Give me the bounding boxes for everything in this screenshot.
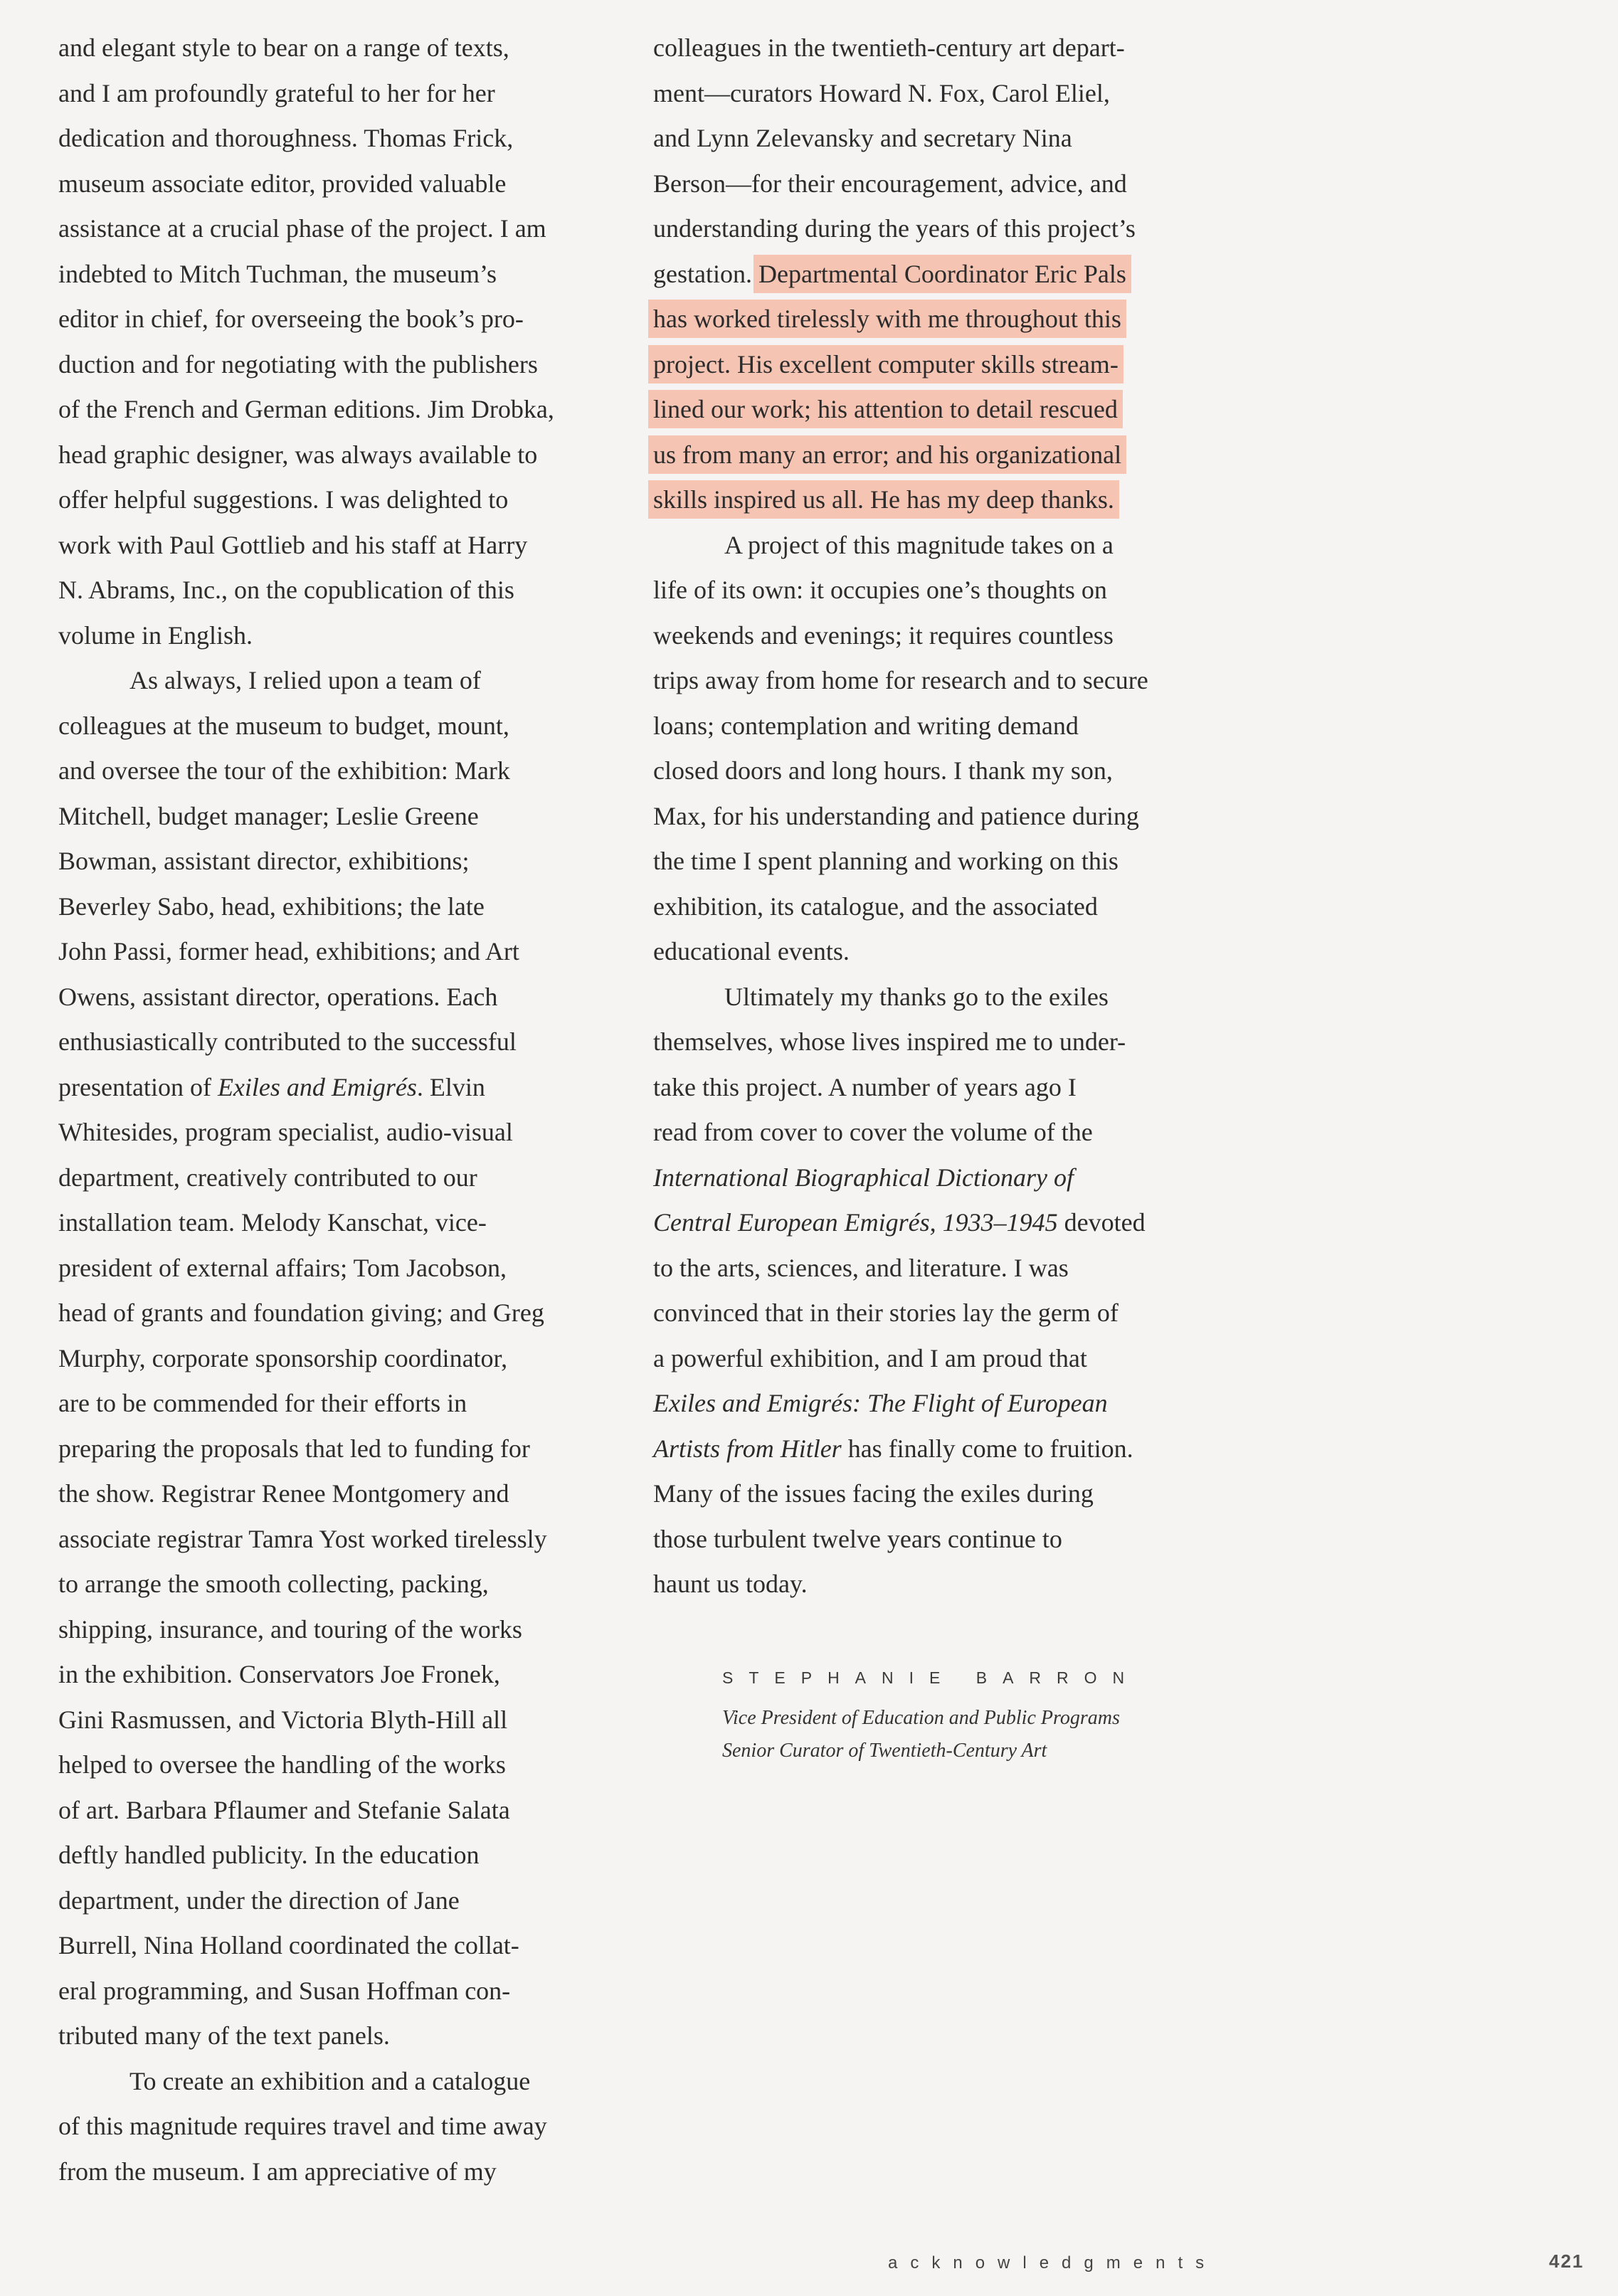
line-text: closed doors and long hours. I thank my son, [653, 756, 1113, 785]
highlighted-text: skills inspired us all. He has my deep thanks. [653, 485, 1114, 514]
line-text: Murphy, corporate sponsorship coordinator, [58, 1343, 508, 1372]
text-line [653, 1200, 1215, 1246]
line-text: duction and for negotiating with the publishers [58, 349, 538, 379]
text-line [653, 1562, 1215, 1607]
italic-title: Artists from Hitler [653, 1434, 842, 1463]
text-line [58, 297, 620, 342]
italic-title: Central European Emigrés, 1933–1945 [653, 1208, 1058, 1237]
line-text: assistance at a crucial phase of the project. I am [58, 214, 546, 243]
text-line [653, 26, 1215, 71]
text-line [58, 1742, 620, 1788]
line-text: colleagues at the museum to budget, mount, [58, 711, 509, 740]
text-line [58, 206, 620, 252]
text-line [58, 523, 620, 568]
text-line [653, 252, 1215, 297]
line-text: Gini Rasmussen, and Victoria Blyth-Hill all [58, 1705, 508, 1734]
line-text: Owens, assistant director, operations. Each [58, 982, 498, 1011]
text-line [653, 477, 1215, 523]
text-line [653, 523, 1215, 568]
text-line [653, 342, 1215, 388]
text-line [58, 1607, 620, 1653]
text-line [653, 658, 1215, 704]
text-line [58, 1788, 620, 1834]
line-text: indebted to Mitch Tuchman, the museum’s [58, 259, 497, 288]
line-text: loans; contemplation and writing demand [653, 711, 1079, 740]
author-name: STEPHANIE BARRON [722, 1668, 1141, 1687]
text-line [58, 884, 620, 930]
line-text: shipping, insurance, and touring of the works [58, 1614, 522, 1644]
text-line [58, 2104, 620, 2149]
text-line [653, 71, 1215, 117]
line-text: and oversee the tour of the exhibition: Mark [58, 756, 510, 785]
text-line [653, 1427, 1215, 1472]
text-line [58, 2149, 620, 2195]
line-text: eral programming, and Susan Hoffman con- [58, 1976, 511, 2005]
left-text-column [58, 26, 620, 2194]
text-line [653, 206, 1215, 252]
line-text: life of its own: it occupies one’s thoughts on [653, 576, 1107, 604]
text-line [58, 1969, 620, 2014]
text-line [58, 71, 620, 117]
text-line [58, 387, 620, 433]
text-line [58, 1923, 620, 1969]
text-line [653, 1065, 1215, 1111]
line-text: of this magnitude requires travel and time away [58, 2112, 547, 2140]
text-line [58, 1155, 620, 1201]
running-footer-section: acknowledgments [888, 2253, 1217, 2273]
line-text: colleagues in the twentieth-century art depart- [653, 33, 1125, 62]
line-text: museum associate editor, provided valuable [58, 169, 507, 198]
text-line [653, 884, 1215, 930]
line-text: helped to oversee the handling of the works [58, 1750, 506, 1779]
highlighted-text: project. His excellent computer skills stream- [653, 349, 1119, 379]
text-line [58, 1336, 620, 1382]
text-line [653, 162, 1215, 207]
text-line [653, 1336, 1215, 1382]
line-text: deftly handled publicity. In the education [58, 1841, 480, 1869]
text-line [58, 1517, 620, 1562]
text-line [58, 2059, 620, 2105]
text-line [58, 1833, 620, 1878]
highlighted-text: has worked tirelessly with me throughout this [653, 305, 1121, 333]
line-text: volume in English. [58, 620, 253, 650]
text-line [653, 1381, 1215, 1427]
line-text: preparing the proposals that led to funding for [58, 1434, 530, 1463]
line-text: are to be commended for their efforts in [58, 1389, 467, 1417]
text-line [58, 568, 620, 613]
text-line [653, 433, 1215, 478]
highlighted-text: lined our work; his attention to detail rescued [653, 395, 1118, 423]
text-line [653, 1110, 1215, 1155]
line-text: To create an exhibition and a catalogue [129, 2066, 531, 2095]
line-text: editor in chief, for overseeing the book’s pro- [58, 305, 524, 333]
line-text: gestation. [653, 259, 758, 288]
line-text: those turbulent twelve years continue to [653, 1524, 1062, 1553]
line-text: head of grants and foundation giving; and Greg [58, 1298, 544, 1327]
text-line [58, 1562, 620, 1607]
line-text: to arrange the smooth collecting, packing, [58, 1570, 489, 1598]
line-text: haunt us today. [653, 1570, 808, 1598]
text-line [58, 1110, 620, 1155]
line-text: weekends and evenings; it requires countless [653, 620, 1114, 650]
line-text: of art. Barbara Pflaumer and Stefanie Salata [58, 1795, 510, 1824]
line-text: the show. Registrar Renee Montgomery and [58, 1479, 509, 1508]
signoff [722, 1663, 1220, 1767]
text-line [653, 1517, 1215, 1562]
line-text: presentation of [58, 1072, 218, 1101]
text-line [58, 2014, 620, 2059]
text-line [58, 794, 620, 840]
text-line [653, 1291, 1215, 1336]
line-text: Beverley Sabo, head, exhibitions; the late [58, 892, 485, 921]
line-text: the time I spent planning and working on this [653, 847, 1119, 875]
line-text: educational events. [653, 937, 850, 966]
text-line [653, 613, 1215, 659]
line-text: president of external affairs; Tom Jacobson, [58, 1253, 507, 1282]
line-text: Berson—for their encouragement, advice, and [653, 169, 1127, 198]
italic-title: Exiles and Emigrés: The Flight of European [653, 1389, 1108, 1417]
line-text: from the museum. I am appreciative of my [58, 2157, 497, 2186]
text-line [58, 477, 620, 523]
line-text: exhibition, its catalogue, and the associated [653, 892, 1098, 921]
line-text: understanding during the years of this project’s [653, 214, 1136, 243]
line-text: convinced that in their stories lay the germ of [653, 1298, 1119, 1327]
line-text: Burrell, Nina Holland coordinated the collat- [58, 1931, 519, 1959]
line-text: A project of this magnitude takes on a [724, 530, 1114, 559]
line-text: associate registrar Tamra Yost worked tirelessly [58, 1524, 547, 1553]
text-line [653, 794, 1215, 840]
text-line [58, 929, 620, 975]
text-line [653, 297, 1215, 342]
line-text: department, under the direction of Jane [58, 1885, 460, 1915]
page-number: 421 [1549, 2250, 1585, 2272]
line-text: Ultimately my thanks go to the exiles [724, 982, 1109, 1011]
line-text: ment—curators Howard N. Fox, Carol Eliel, [653, 78, 1110, 107]
line-text: offer helpful suggestions. I was delighted to [58, 485, 509, 514]
line-text: department, creatively contributed to our [58, 1163, 477, 1192]
line-text: Max, for his understanding and patience during [653, 801, 1139, 830]
text-line [58, 1020, 620, 1065]
line-text: a powerful exhibition, and I am proud that [653, 1343, 1087, 1372]
text-line [58, 26, 620, 71]
line-text: tributed many of the text panels. [58, 2021, 390, 2050]
text-line [653, 748, 1215, 794]
text-line [653, 704, 1215, 749]
text-line [653, 839, 1215, 884]
line-text: and I am profoundly grateful to her for her [58, 78, 495, 107]
text-line [58, 748, 620, 794]
text-line [58, 1652, 620, 1698]
line-text: and Lynn Zelevansky and secretary Nina [653, 124, 1072, 152]
text-line [58, 1200, 620, 1246]
text-line [58, 1291, 620, 1336]
line-text: and elegant style to bear on a range of texts, [58, 33, 509, 62]
text-line [58, 839, 620, 884]
text-line [653, 1155, 1215, 1201]
line-text: Bowman, assistant director, exhibitions; [58, 847, 470, 875]
line-text: dedication and thoroughness. Thomas Frick, [58, 124, 514, 152]
text-line [58, 658, 620, 704]
line-text: enthusiastically contributed to the successful [58, 1027, 517, 1056]
line-text: trips away from home for research and to secure [653, 666, 1148, 694]
author-title-line-2: Senior Curator of Twentieth-Century Art [722, 1740, 1047, 1762]
line-text: devoted [1057, 1208, 1146, 1237]
line-text: read from cover to cover the volume of the [653, 1118, 1093, 1146]
line-text: installation team. Melody Kanschat, vice- [58, 1208, 487, 1237]
italic-title: Exiles and Emigrés [217, 1072, 417, 1101]
line-text: has finally come to fruition. [841, 1434, 1133, 1463]
text-line [58, 342, 620, 388]
line-text: in the exhibition. Conservators Joe Fronek, [58, 1660, 500, 1688]
line-text: As always, I relied upon a team of [129, 666, 481, 694]
line-text: Many of the issues facing the exiles during [653, 1479, 1094, 1508]
highlighted-text: Departmental Coordinator Eric Pals [758, 259, 1126, 288]
text-line [653, 387, 1215, 433]
text-line [653, 1471, 1215, 1517]
line-text: take this project. A number of years ago I [653, 1072, 1077, 1101]
text-line [58, 1878, 620, 1924]
text-line [58, 613, 620, 659]
line-text: of the French and German editions. Jim Drobka, [58, 395, 554, 423]
line-text: head graphic designer, was always available to [58, 440, 538, 469]
text-line [653, 929, 1215, 975]
line-text: themselves, whose lives inspired me to under- [653, 1027, 1126, 1056]
text-line [58, 162, 620, 207]
line-text: . Elvin [416, 1072, 485, 1101]
text-line [58, 1065, 620, 1111]
text-line [58, 1471, 620, 1517]
text-line [58, 1427, 620, 1472]
text-line [58, 433, 620, 478]
text-line [58, 1698, 620, 1743]
text-line [58, 116, 620, 162]
text-line [58, 252, 620, 297]
line-text: N. Abrams, Inc., on the copublication of this [58, 576, 514, 604]
text-line [653, 975, 1215, 1020]
line-text: work with Paul Gottlieb and his staff at Harry [58, 530, 528, 559]
highlighted-text: us from many an error; and his organizational [653, 440, 1122, 469]
text-line [653, 116, 1215, 162]
line-text: to the arts, sciences, and literature. I was [653, 1253, 1069, 1282]
text-line [653, 568, 1215, 613]
text-line [58, 975, 620, 1020]
text-line [653, 1246, 1215, 1291]
text-line [653, 1020, 1215, 1065]
line-text: Whitesides, program specialist, audio-visual [58, 1118, 513, 1146]
text-line [58, 1381, 620, 1427]
right-text-column [653, 26, 1215, 1607]
italic-title: International Biographical Dictionary of [653, 1163, 1074, 1192]
line-text: John Passi, former head, exhibitions; and Art [58, 937, 519, 966]
text-line [58, 1246, 620, 1291]
line-text: Mitchell, budget manager; Leslie Greene [58, 801, 479, 830]
text-line [58, 704, 620, 749]
author-title-line-1: Vice President of Education and Public Programs [722, 1707, 1120, 1729]
